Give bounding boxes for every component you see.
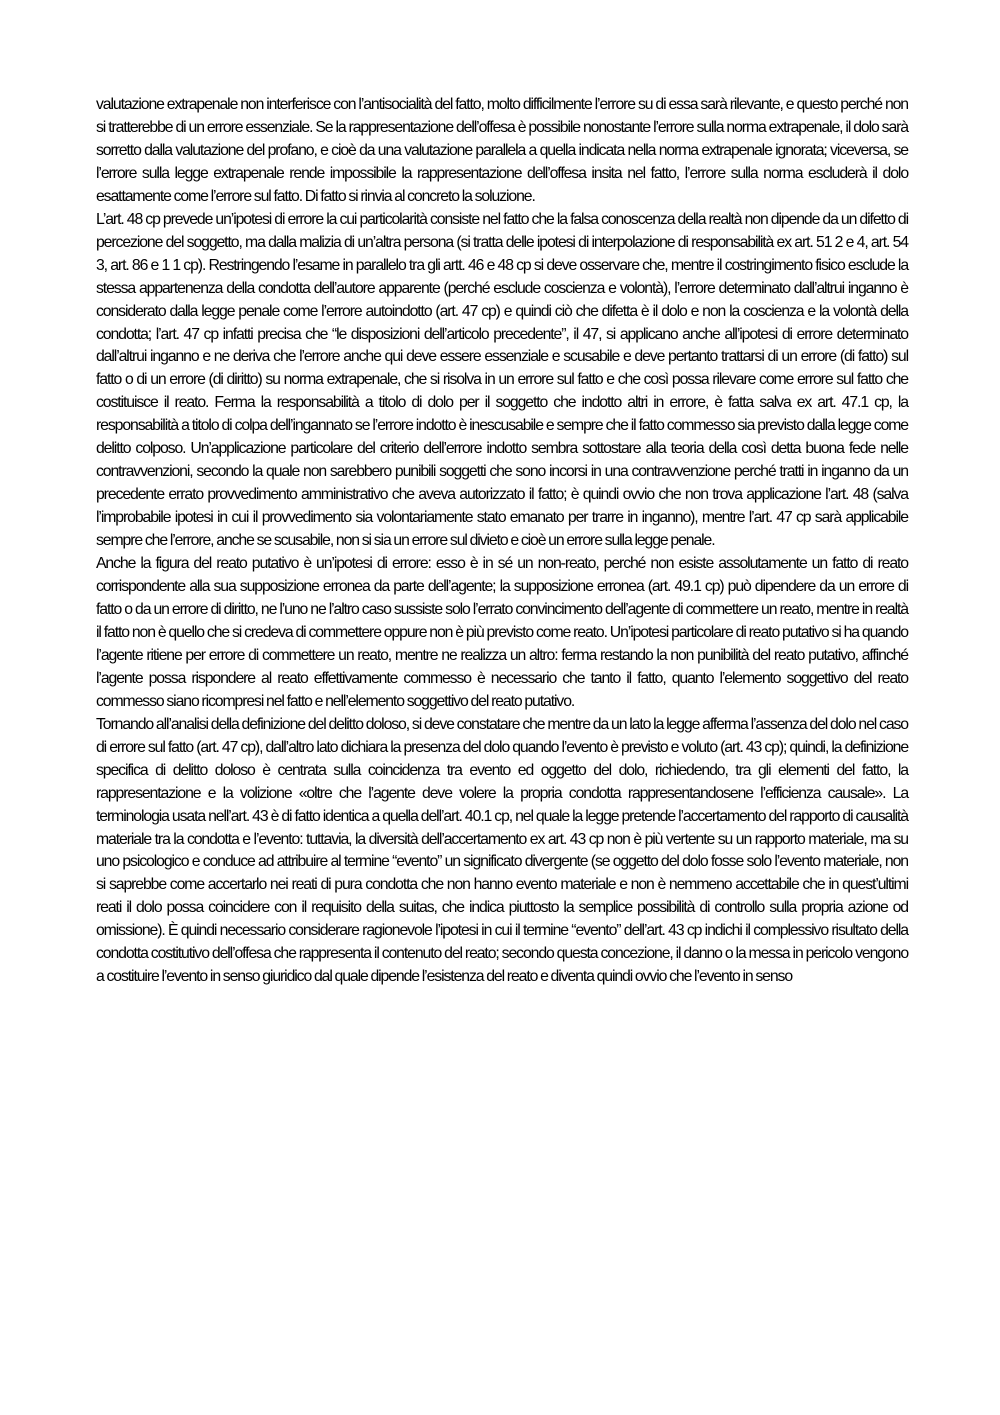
paragraph-2: L’art. 48 cp prevede un’ipotesi di errore la cui particolarità consiste nel fatto che la falsa conoscenza della realtà non dipende da un difetto di percezione del soggetto, ma dalla malizia di un’altra persona (si tratta delle ipotesi di interpolazione di responsabilità ex art. 51 2 e 4, art. 54 3, art. 86 e 1 1 cp). Restringendo l’esame in parallelo tra gli artt. 46 e 48 cp si deve osservare che, mentre il costringimento fisico esclude la stessa appartenenza della condotta dell’autore apparente (perché esclude coscienza e volontà), l’errore determinato dall’altrui inganno è considerato dalla legge penale come l’errore autoindotto (art. 47 cp) e quindi ciò che difetta è il dolo e non la coscienza e la volontà della condotta; l’art. 47 cp infatti precisa che “le disposizioni dell’articolo precedente”, il 47, si applicano anche all’ipotesi di errore determinato dall’altrui inganno e ne deriva che l’errore anche qui deve essere essenziale e scusabile e deve pertanto trattarsi di un errore (di fatto) sul fatto o di un errore (di diritto) su norma extrapenale, che si risolva in un errore sul fatto e che così possa rilevare come errore sul fatto che costituisce il reato. Ferma la responsabilità a titolo di dolo per il soggetto che indotto altri in errore, è fatta salva ex art. 47.1 cp, la responsabilità a titolo di colpa dell’ingannato se l’errore indotto è inescusabile e sempre che il fatto commesso sia previsto dalla legge come delitto colposo. Un’applicazione particolare del criterio dell’errore indotto sembra sottostare alla teoria della così detta buona fede nelle contravvenzioni, secondo la quale non sarebbero punibili soggetti che sono incorsi in una contravvenzione perché tratti in inganno da un precedente errato provvedimento amministrativo che aveva autorizzato il fatto; è quindi ovvio che non trova applicazione l’art. 48 (salva l’improbabile ipotesi in cui il provvedimento sia volontariamente stato emanato per trarre in inganno), mentre l’art. 47 cp sarà applicabile sempre che l’errore, anche se scusabile, non si sia un errore sul divieto e cioè un errore sulla legge penale. — [96, 210, 908, 550]
paragraph-1: valutazione extrapenale non interferisce con l’antisocialità del fatto, molto difficilmente l’errore su di essa sarà rilevante, e questo perché non si tratterebbe di un errore essenziale. Se la rappresentazione dell’offesa è possibile nonostante l’errore sulla norma extrapenale, il dolo sarà sorretto dalla valutazione del profano, e cioè da una valutazione parallela a quella indicata nella norma extrapenale ignorata; viceversa, se l’errore sulla legge extrapenale rende impossibile la rappresentazione dell’offesa insita nel fatto, l’errore sulla norma escluderà il dolo esattamente come l’errore sul fatto. Di fatto si rinvia al concreto la soluzione. — [96, 96, 908, 205]
body-text — [96, 94, 908, 989]
paragraph-3: Anche la figura del reato putativo è un’ipotesi di errore: esso è in sé un non-reato, perché non esiste assolutamente un fatto di reato corrispondente alla sua supposizione erronea da parte dell’agente; la supposizione erronea (art. 49.1 cp) può dipendere da un errore di fatto o da un errore di diritto, ne l’uno ne l’altro caso sussiste solo l’errato convincimento dell’agente di commettere un reato, mentre in realtà il fatto non è quello che si credeva di commettere oppure non è più previsto come reato. Un’ipotesi particolare di reato putativo si ha quando l’agente ritiene per errore di commettere un reato, mentre ne realizza un altro: ferma restando la non punibilità del reato putativo, affinché l’agente possa rispondere al reato effettivamente commesso è necessario che tanto il fatto, quanto l’elemento soggettivo del reato commesso siano ricompresi nel fatto e nell’elemento soggettivo del reato putativo. — [96, 555, 908, 710]
paragraph-4: Tornando all’analisi della definizione del delitto doloso, si deve constatare che mentre da un lato la legge afferma l’assenza del dolo nel caso di errore sul fatto (art. 47 cp), dall’altro lato dichiara la presenza del dolo quando l’evento è previsto e voluto (art. 43 cp); quindi, la definizione specifica di delitto doloso è centrata sulla coincidenza tra evento ed oggetto del dolo, richiedendo, tra gli elementi del fatto, la rappresentazione e la volizione «oltre che l’agente deve volere la propria condotta rappresentandosene l’efficienza causale». La terminologia usata nell’art. 43 è di fatto identica a quella dell’art. 40.1 cp, nel quale la legge pretende l’accertamento del rapporto di causalità materiale tra la condotta e l’evento: tuttavia, la diversità dell’accertamento ex art. 43 cp non è più vertente su un rapporto materiale, ma su uno psicologico e conduce ad attribuire al termine “evento” un significato divergente (se oggetto del dolo fosse solo l’evento materiale, non si saprebbe come accertarlo nei reati di pura condotta che non hanno evento materiale e non è nemmeno accettabile che in quest’ultimi reati il dolo possa coincidere con il requisito della suitas, che indica piuttosto la semplice possibilità di controllo sulla propria azione od omissione). È quindi necessario considerare ragionevole l’ipotesi in cui il termine “evento” dell’art. 43 cp indichi il complessivo risultato della condotta costitutivo dell’offesa che rappresenta il contenuto del reato; secondo questa concezione, il danno o la messa in pericolo vengono a costituire l’evento in senso giuridico dal quale dipende l’esistenza del reato e diventa quindi ovvio che l’evento in senso — [96, 715, 908, 986]
